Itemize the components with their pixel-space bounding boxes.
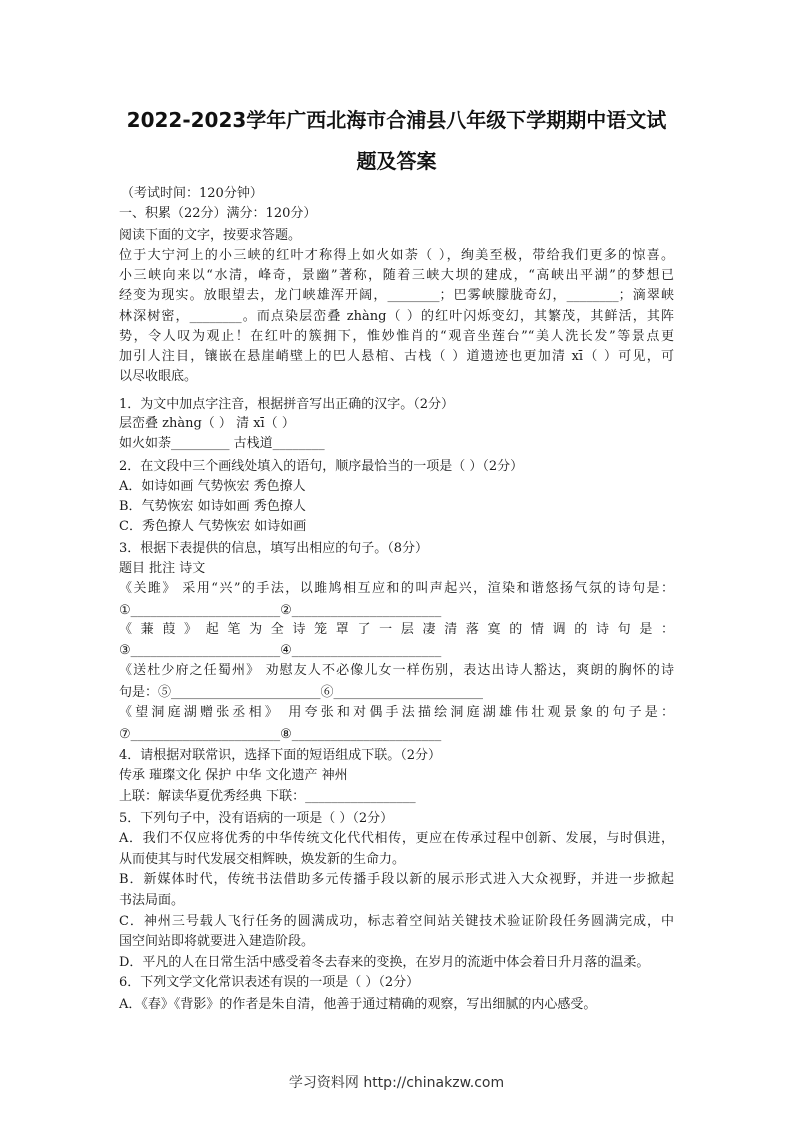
text-line: 句是：⑤_______________________⑥_______________________	[119, 685, 484, 700]
text-line: 5．下列句子中，没有语病的一项是（ ）（2分）	[119, 811, 394, 826]
text-line: 6．下列文学文化常识表述有误的一项是（ ）（2分）	[119, 975, 420, 990]
text-line: 《送杜少府之任蜀州》 劝慰友人不必像儿女一样伤别，表达出诗人豁达，爽朗的胸怀的诗	[119, 663, 674, 678]
text-line: 《望洞庭湖赠张丞相》 用夸张和对偶手法描绘洞庭湖雄伟壮观景象的句子是：	[119, 705, 674, 720]
text-line: 传承 璀璨文化 保护 中华 文化遗产 神州	[119, 768, 348, 783]
text-line: 势，令人叹为观止！在红叶的簇拥下，惟妙惟肖的“观音坐莲台”“美人洗长发”等景点更	[119, 329, 674, 344]
text-line: 从而使其与时代发展交相辉映，焕发新的生命力。	[119, 852, 406, 867]
text-line: 层峦叠 zhàng（ ） 清 xī（ ）	[119, 416, 295, 431]
text-line: 2．在文段中三个画线处填入的语句，顺序最恰当的一项是（ ）（2分）	[119, 459, 524, 474]
text-line: 国空间站即将就要进入建造阶段。	[119, 934, 315, 949]
text-line: 经变为现实。放眼望去，龙门峡雄浑开阔，________；巴雾峡朦胧奇幻，________；滴翠峡	[119, 288, 674, 303]
text-line: 上联：解读华夏优秀经典 下联：_________________	[119, 789, 416, 804]
text-line: 书法局面。	[119, 893, 185, 908]
text-line: ⑦_______________________⑧_______________________	[119, 727, 442, 742]
text-line: 位于大宁河上的小三峡的红叶才称得上如火如荼（ ），绚美至极，带给我们更多的惊喜。	[119, 248, 674, 263]
text-line: ③_______________________④_______________________	[119, 643, 442, 658]
document-title-line1: 2022-2023学年广西北海市合浦县八年级下学期期中语文试	[126, 108, 667, 132]
text-line: （考试时间：120分钟）	[121, 186, 263, 201]
text-line: 一、积累（22分）满分：120分）	[119, 206, 317, 221]
text-line: 《关雎》 采用“兴”的手法，以雎鸠相互应和的叫声起兴，渲染和谐悠扬气氛的诗句是：	[119, 581, 674, 596]
text-line: 林深树密，________。而点染层峦叠 zhàng（ ）的红叶闪烁变幻，其繁茂，其鲜活，其阵	[119, 309, 674, 324]
text-line: ①_______________________②_______________________	[119, 603, 442, 618]
text-line: 4．请根据对联常识，选择下面的短语组成下联。（2分）	[119, 748, 442, 763]
text-line: 小三峡向来以“水清，峰奇，景幽”著称，随着三峡大坝的建成，“高峡出平湖”的梦想已	[119, 268, 674, 283]
text-line: B．气势恢宏 如诗如画 秀色撩人	[119, 499, 306, 514]
text-line: 阅读下面的文字，按要求答题。	[119, 228, 302, 243]
text-line: A．如诗如画 气势恢宏 秀色撩人	[119, 479, 306, 494]
text-line: C．秀色撩人 气势恢宏 如诗如画	[119, 519, 307, 534]
text-line: A．《春》《背影》的作者是朱自清，他善于通过精确的观察，写出细腻的内心感受。	[119, 997, 597, 1012]
text-line: 《 蒹 葭 》 起 笔 为 全 诗 笼 罩 了 一 层 凄 清 落 寞 的 情 调 的 诗 句 是 ：	[119, 622, 674, 637]
text-line: B．新媒体时代，传统书法借助多元传播手段以新的展示形式进入大众视野，并进一步掀起	[119, 872, 674, 887]
text-line: 题目 批注 诗文	[119, 561, 206, 576]
page-footer: 学习资料网 http://chinakzw.com	[288, 1075, 505, 1091]
text-line: A．我们不仅应将优秀的中华传统文化代代相传，更应在传承过程中创新、发展，与时俱进，	[119, 831, 674, 846]
text-line: 如火如荼_________ 古栈道________	[119, 436, 325, 451]
text-line: 3．根据下表提供的信息，填写出相应的句子。（8分）	[119, 541, 429, 556]
text-line: 以尽收眼底。	[119, 369, 198, 384]
text-line: D．平凡的人在日常生活中感受着冬去春来的变换，在岁月的流逝中体会着日升月落的温柔。	[119, 955, 650, 970]
document-title-line2: 题及答案	[356, 149, 437, 173]
text-line: 1．为文中加点字注音，根据拼音写出正确的汉字。（2分）	[119, 397, 455, 412]
text-line: C．神州三号载人飞行任务的圆满成功，标志着空间站关键技术验证阶段任务圆满完成，中	[119, 914, 674, 929]
text-line: 加引人注目，镶嵌在悬崖峭壁上的巴人悬棺、古栈（ ）道遗迹也更加清 xī（ ）可见，可	[119, 349, 674, 364]
